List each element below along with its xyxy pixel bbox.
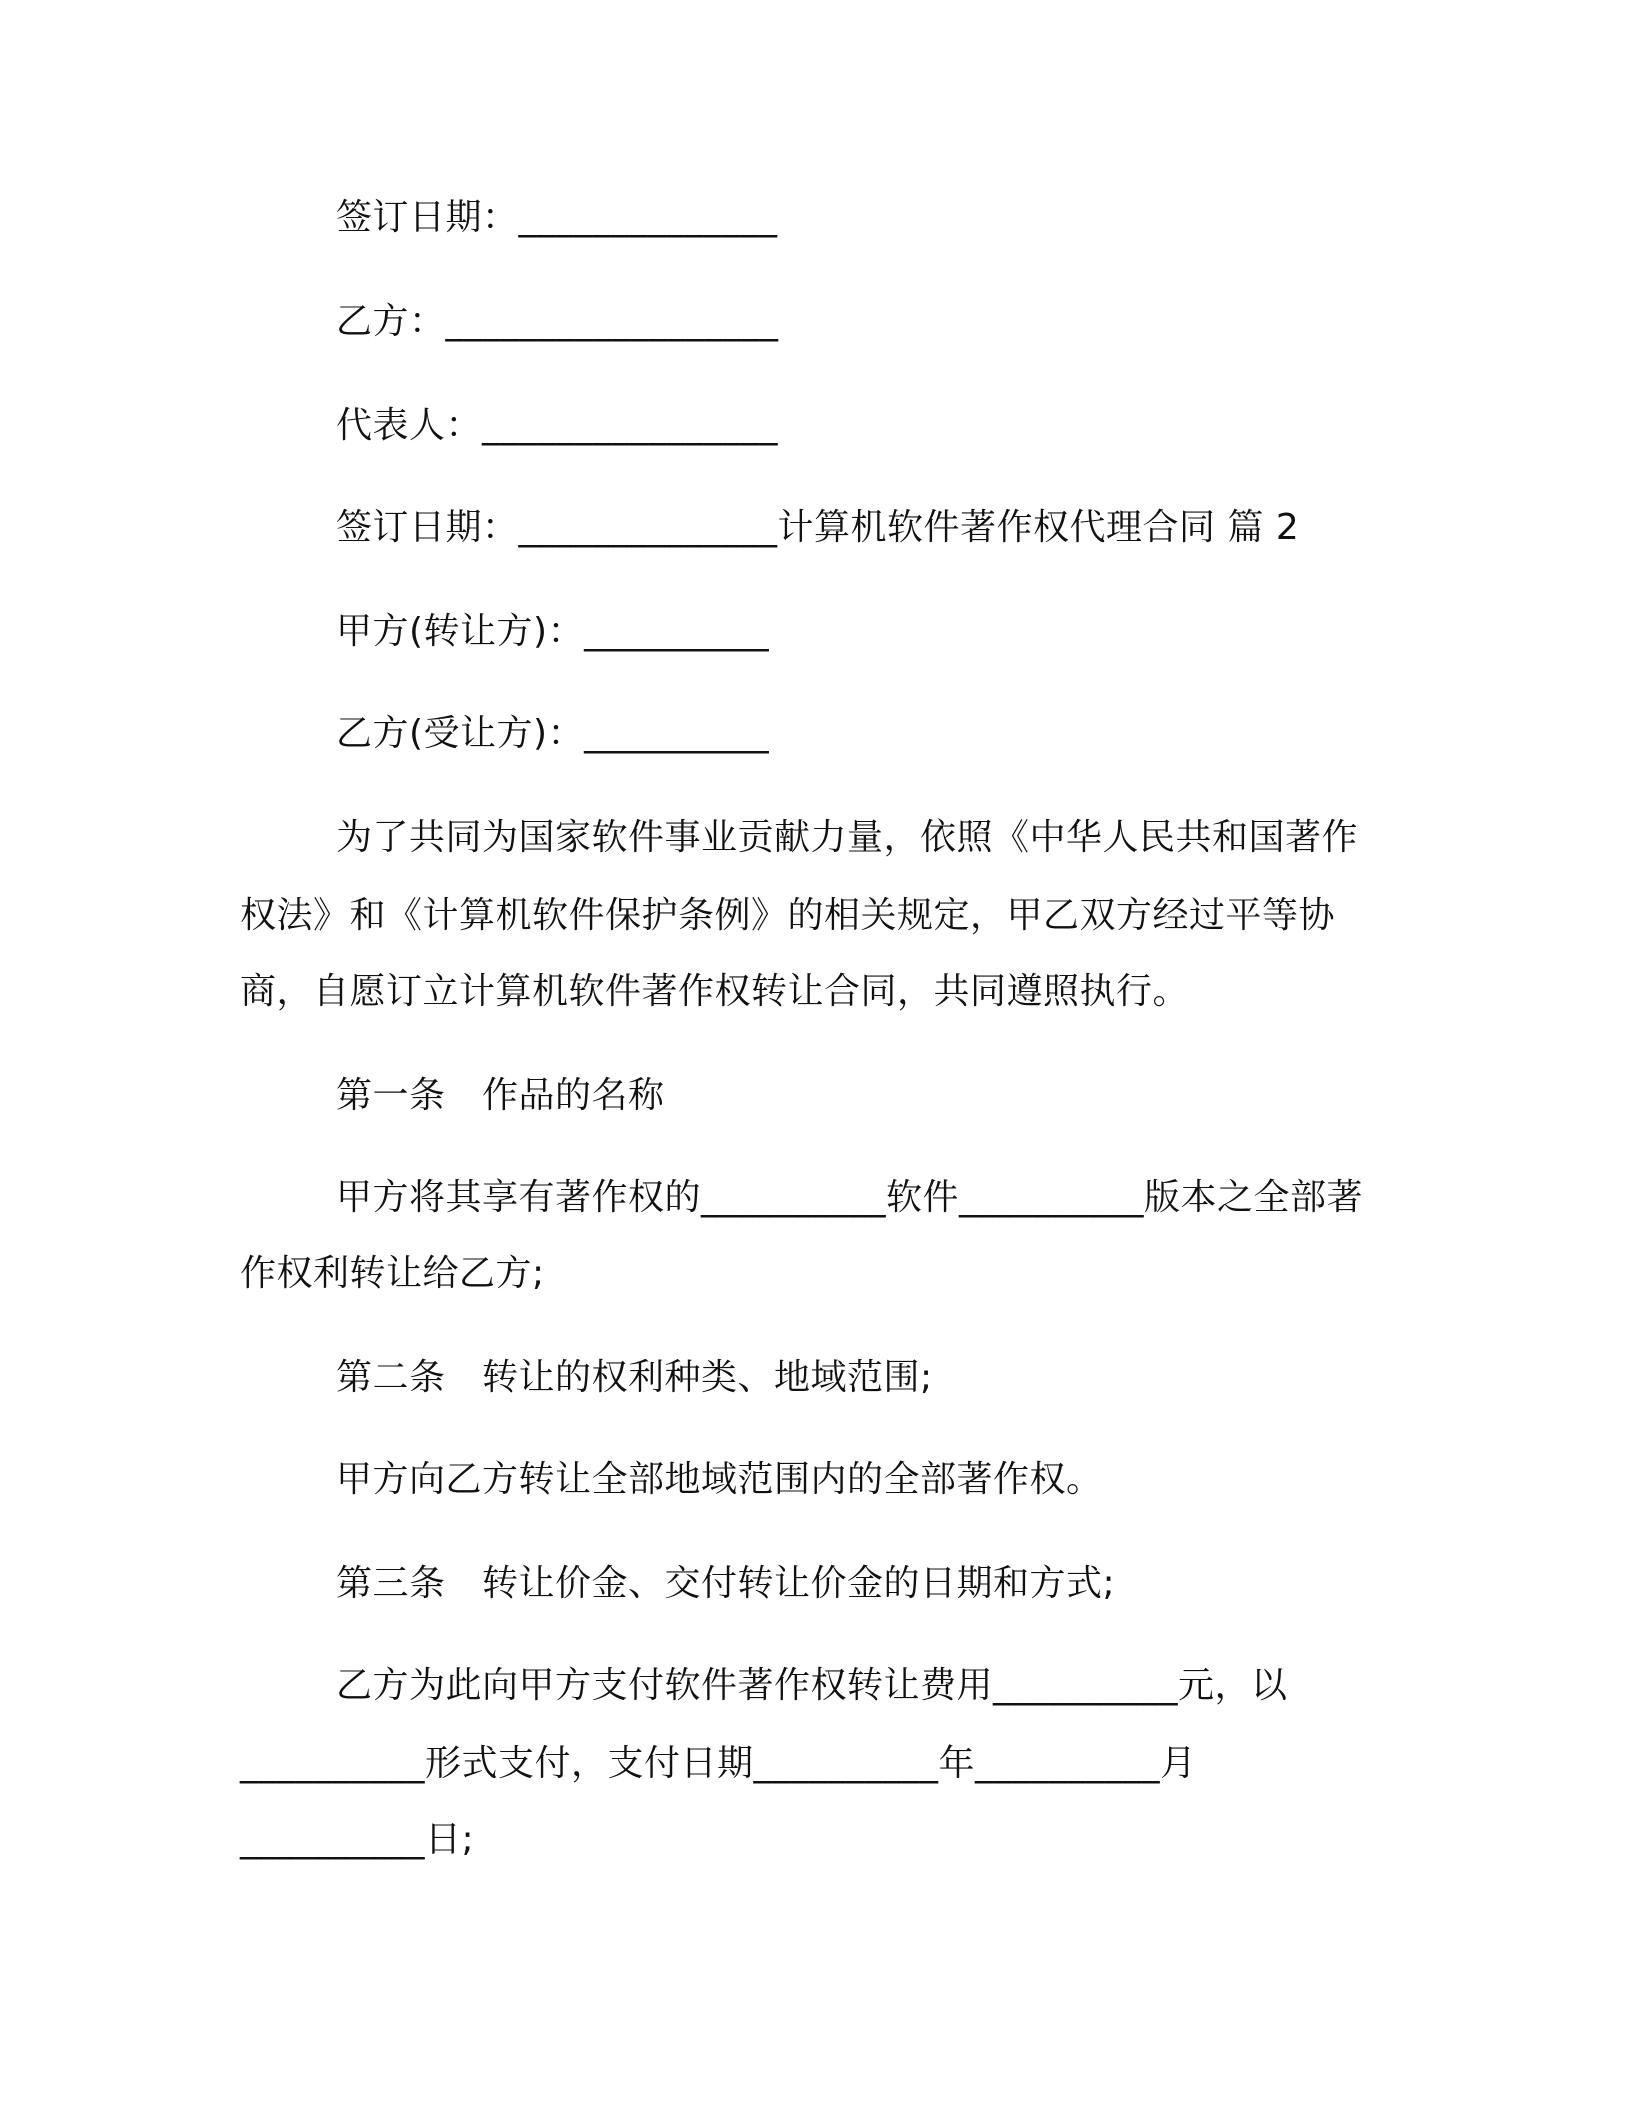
text-line: 签订日期：______________ (336, 197, 778, 238)
text-line: 签订日期：______________计算机软件著作权代理合同 篇 2 (336, 507, 1300, 548)
text-line: __________日; (240, 1819, 475, 1860)
text-line: 甲方向乙方转让全部地域范围内的全部著作权。 (336, 1459, 1103, 1500)
text-line: 为了共同为国家软件事业贡献力量，依照《中华人民共和国著作 (336, 817, 1359, 858)
text-line: 代表人：________________ (336, 405, 779, 446)
text-line: 甲方将其享有著作权的__________软件__________版本之全部著 (336, 1177, 1364, 1218)
text-line: 乙方(受让方)：__________ (336, 713, 770, 754)
text-line: 第一条 作品的名称 (336, 1075, 665, 1116)
text-line: 第三条 转让价金、交付转让价金的日期和方式; (336, 1563, 1116, 1604)
text-line: 第二条 转让的权利种类、地域范围; (336, 1357, 933, 1398)
text-line: 乙方为此向甲方支付软件著作权转让费用__________元，以 (336, 1665, 1288, 1706)
text-line: 甲方(转让方)：__________ (336, 611, 770, 652)
text-line: 乙方：__________________ (336, 301, 779, 342)
text-line: 权法》和《计算机软件保护条例》的相关规定，甲乙双方经过平等协 (240, 895, 1336, 936)
text-line: __________形式支付，支付日期__________年__________月 (240, 1743, 1197, 1784)
text-line: 作权利转让给乙方; (240, 1253, 545, 1294)
text-line: 商，自愿订立计算机软件著作权转让合同，共同遵照执行。 (240, 971, 1190, 1012)
